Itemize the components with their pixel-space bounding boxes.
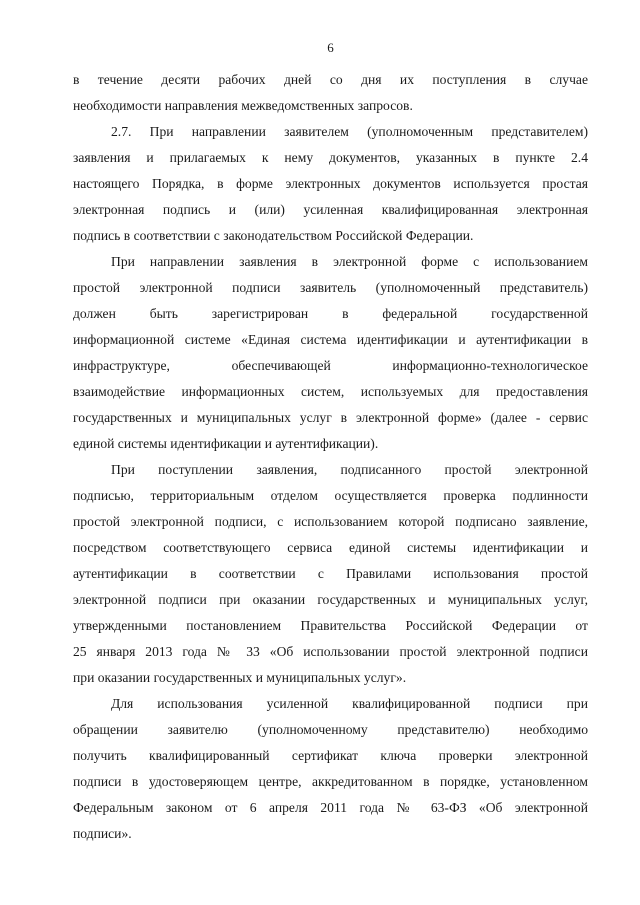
text-line: электронная подпись и (или) усиленная квалифицированная электронная xyxy=(73,202,588,217)
text-line: 25 января 2013 года № 33 «Об использовании простой электронной подписи xyxy=(73,644,588,659)
page-number: 6 xyxy=(327,40,334,55)
text-line: инфраструктуре, обеспечивающей информационно-технологическое xyxy=(73,358,588,373)
document-page xyxy=(73,0,588,905)
text-line: государственных и муниципальных услуг в электронной форме» (далее - сервис xyxy=(73,410,588,425)
paragraph-verification xyxy=(73,457,588,691)
text-line: при оказании государственных и муниципальных услуг». xyxy=(73,670,407,685)
text-line: подписи». xyxy=(73,826,132,841)
paragraph-continuation xyxy=(73,67,588,119)
text-line: должен быть зарегистрирован в федеральной государственной xyxy=(73,306,588,321)
text-line: подписью, территориальным отделом осуществляется проверка подлинности xyxy=(73,488,588,503)
text-line: в течение десяти рабочих дней со дня их поступления в случае xyxy=(73,72,588,87)
text-line: посредством соответствующего сервиса единой системы идентификации и xyxy=(73,540,588,555)
paragraph-simple-signature xyxy=(73,249,588,457)
text-line: простой электронной подписи заявитель (уполномоченный представитель) xyxy=(73,280,588,295)
text-line: заявления и прилагаемых к нему документов, указанных в пункте 2.4 xyxy=(73,150,588,165)
text-line: простой электронной подписи, с использованием которой подписано заявление, xyxy=(73,514,588,529)
paragraph-qualified-signature xyxy=(73,691,588,847)
text-line: При направлении заявления в электронной форме с использованием xyxy=(111,254,588,269)
text-line: Для использования усиленной квалифицированной подписи при xyxy=(111,696,588,711)
text-line: необходимости направления межведомственных запросов. xyxy=(73,98,413,113)
text-line: аутентификации в соответствии с Правилами использования простой xyxy=(73,566,588,581)
text-line: подписи в удостоверяющем центре, аккредитованном в порядке, установленном xyxy=(73,774,588,789)
text-line: утвержденными постановлением Правительства Российской Федерации от xyxy=(73,618,588,633)
text-line: При поступлении заявления, подписанного простой электронной xyxy=(111,462,588,477)
text-line: Федеральным законом от 6 апреля 2011 года № 63-ФЗ «Об электронной xyxy=(73,800,588,815)
text-line: информационной системе «Единая система идентификации и аутентификации в xyxy=(73,332,588,347)
text-line: получить квалифицированный сертификат ключа проверки электронной xyxy=(73,748,588,763)
paragraph-2-7 xyxy=(73,119,588,249)
text-line: настоящего Порядка, в форме электронных документов используется простая xyxy=(73,176,588,191)
text-line: единой системы идентификации и аутентификации). xyxy=(73,436,379,451)
text-line: взаимодействие информационных систем, используемых для предоставления xyxy=(73,384,588,399)
text-line: подпись в соответствии с законодательством Российской Федерации. xyxy=(73,228,474,243)
text-line: 2.7. При направлении заявителем (уполномоченным представителем) xyxy=(111,124,588,139)
document-body xyxy=(73,67,588,847)
text-line: обращении заявителю (уполномоченному представителю) необходимо xyxy=(73,722,588,737)
text-line: электронной подписи при оказании государственных и муниципальных услуг, xyxy=(73,592,588,607)
